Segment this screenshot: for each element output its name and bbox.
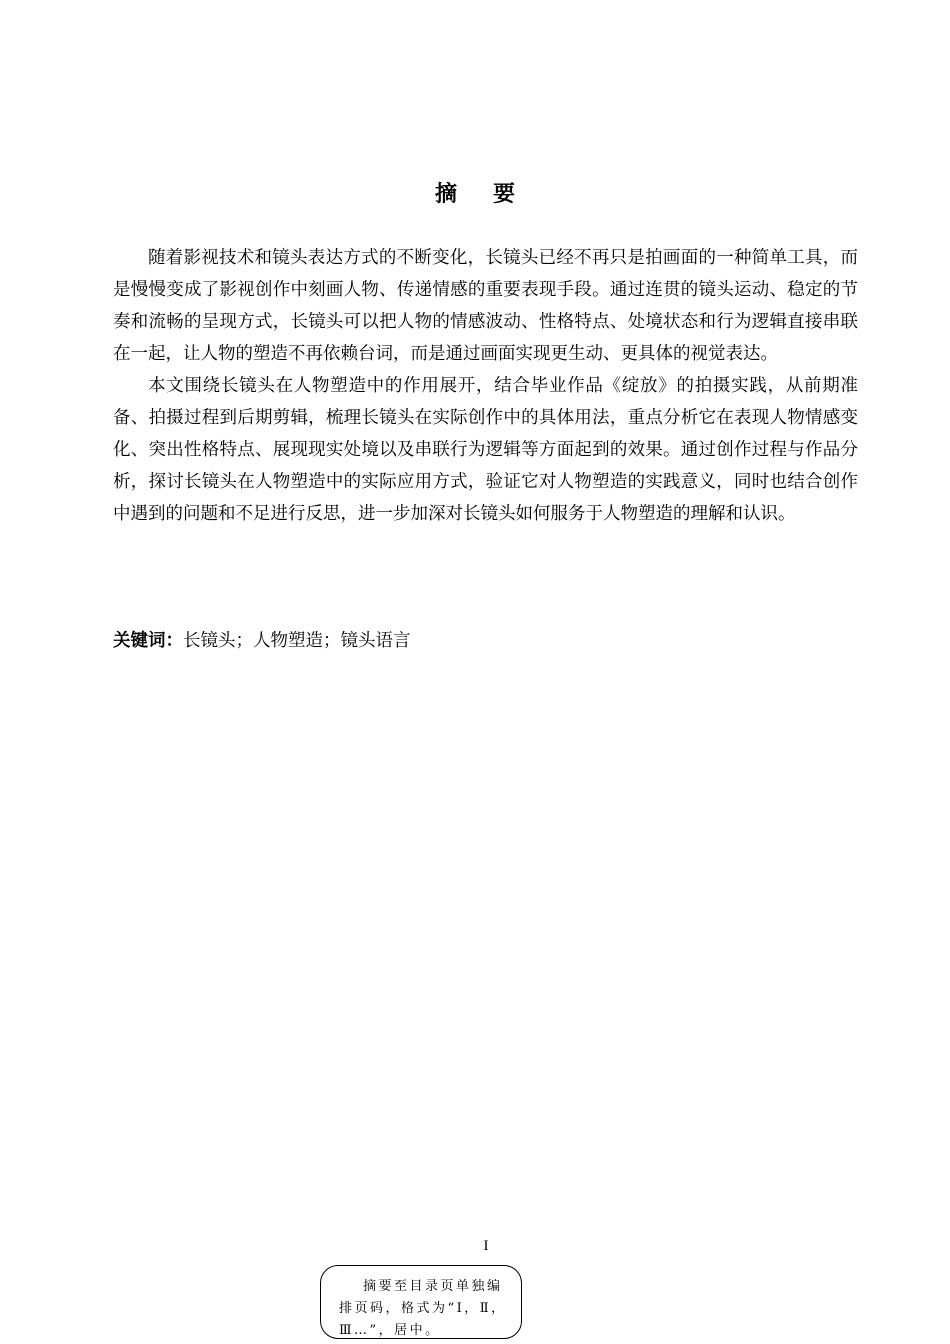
annotation-callout: 摘要至目录页单独编排页码，格式为“Ⅰ，Ⅱ，Ⅲ…”，居中。 [320, 1265, 522, 1339]
page-title: 摘要 [434, 182, 551, 207]
abstract-paragraph: 本文围绕长镜头在人物塑造中的作用展开，结合毕业作品《绽放》的拍摄实践，从前期准备、拍摄过程到后期剪辑，梳理长镜头在实际创作中的具体用法，重点分析它在表现人物情感变化、突出性格特点、展现现实处境以及串联行为逻辑等方面起到的效果。通过创作过程与作品分析，探讨长镜头在人物塑造中的实际应用方式，验证它对人物塑造的实践意义，同时也结合创作中遇到的问题和不足进行反思，进一步加深对长镜头如何服务于人物塑造的理解和认识。 [113, 376, 858, 524]
keywords-label: 关键词： [113, 631, 183, 651]
abstract-body [113, 242, 858, 530]
keywords-line [113, 625, 858, 657]
abstract-paragraph: 随着影视技术和镜头表达方式的不断变化，长镜头已经不再只是拍画面的一种简单工具，而是慢慢变成了影视创作中刻画人物、传递情感的重要表现手段。通过连贯的镜头运动、稳定的节奏和流畅的呈现方式，长镜头可以把人物的情感波动、性格特点、处境状态和行为逻辑直接串联在一起，让人物的塑造不再依赖台词，而是通过画面实现更生动、更具体的视觉表达。 [113, 248, 858, 364]
page-number: I [483, 1238, 489, 1254]
keywords-value: 长镜头；人物塑造；镜头语言 [183, 631, 411, 651]
